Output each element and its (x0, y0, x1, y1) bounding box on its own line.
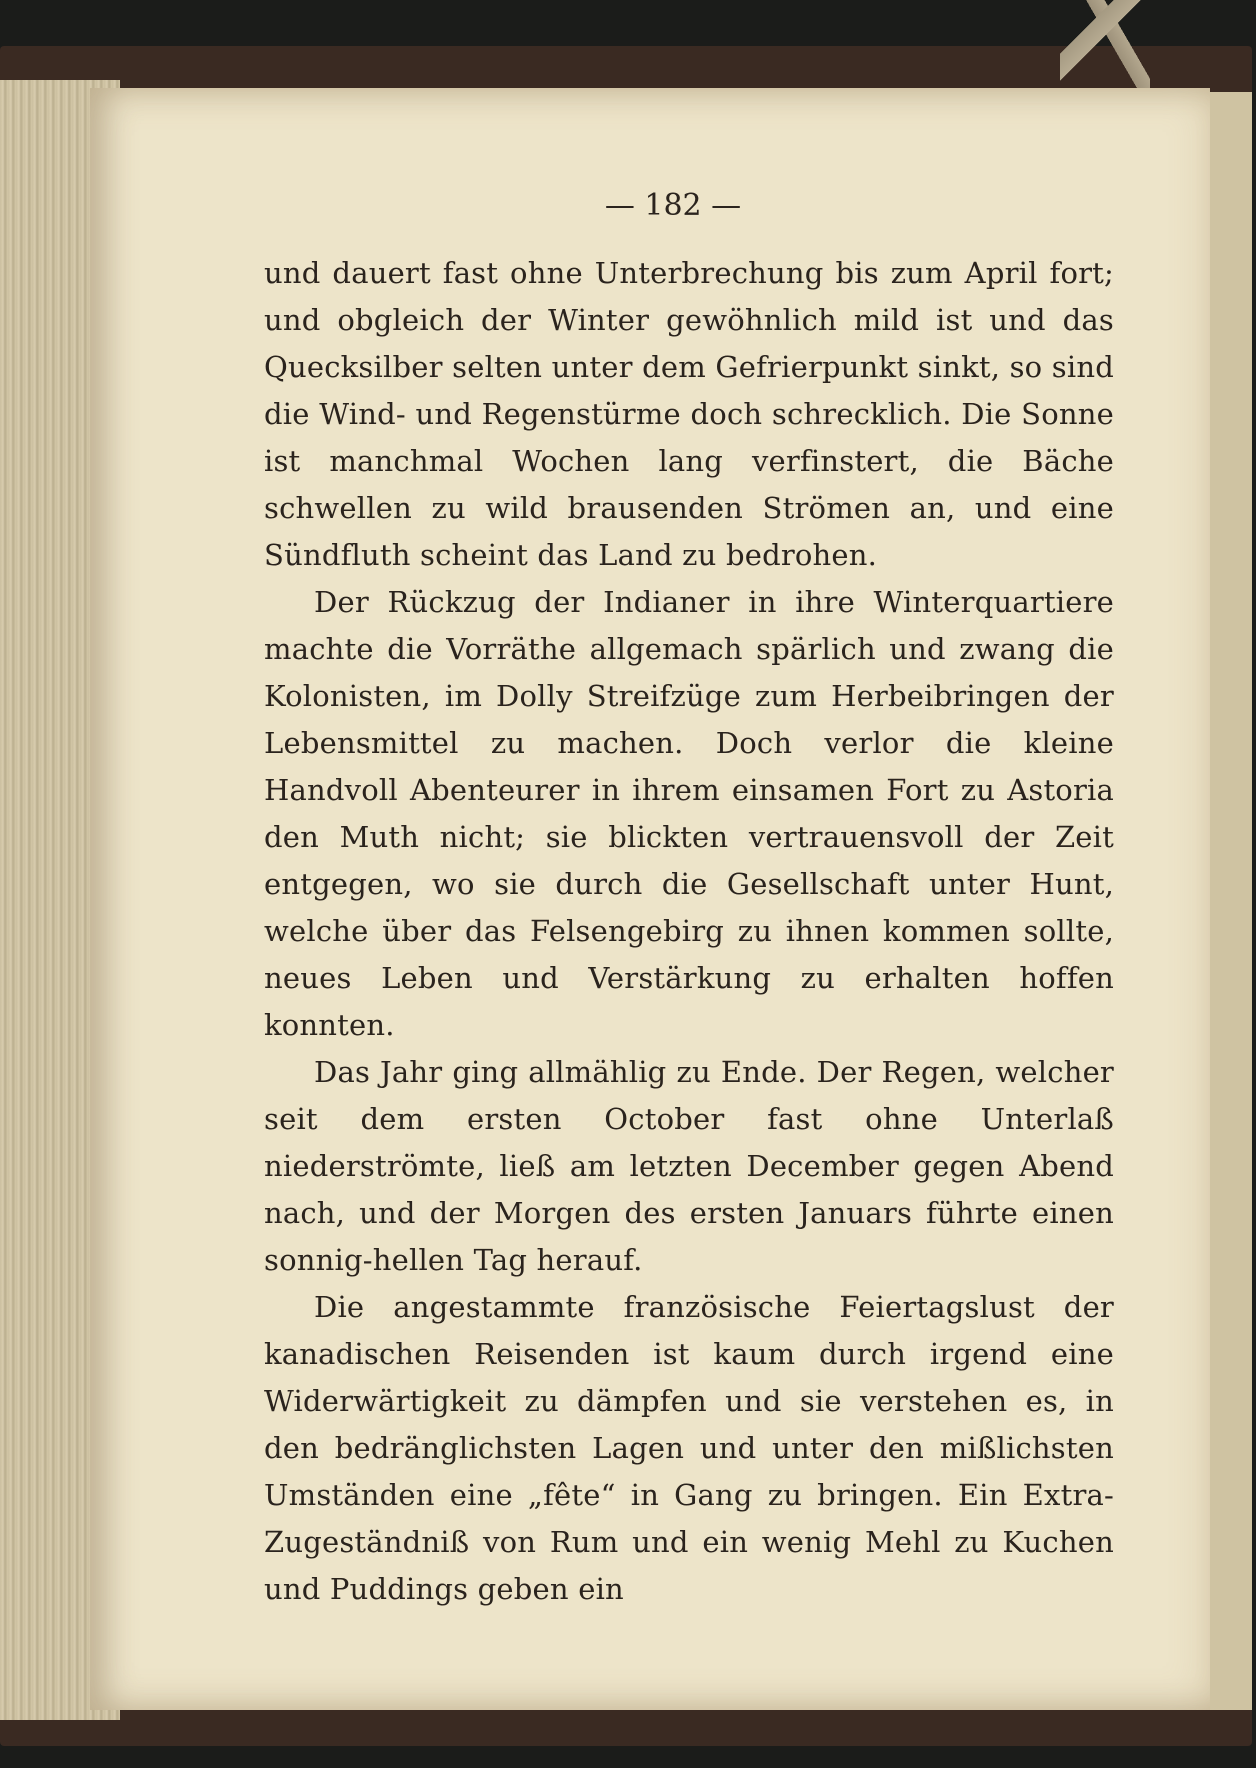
paragraph-2: Der Rückzug der Indianer in ihre Winterquartiere machte die Vorräthe allgemach spärlich und zwang die Kolonisten, im Dolly Streifzüge zum Herbeibringen der Lebensmittel zu machen. Doch verlor die kleine Handvoll Abenteurer in ihrem einsamen Fort zu Astoria den Muth nicht; sie blickten vertrauensvoll der Zeit entgegen, wo sie durch die Gesellschaft unter Hunt, welche über das Felsengebirg zu ihnen kommen sollte, neues Leben und Verstärkung zu erhalten hoffen konnten. (264, 585, 1114, 1042)
page-edges-right (1210, 92, 1252, 1710)
bookmark-ribbon (1060, 0, 1150, 90)
page-body (264, 250, 1114, 1613)
paragraph-4: Die angestammte französische Feiertagslust der kanadischen Reisenden ist kaum durch irgend eine Widerwärtigkeit zu dämpfen und sie verstehen es, in den bedränglichsten Lagen und unter den mißlichsten Umständen eine „fête“ in Gang zu bringen. Ein Extra-Zugeständniß von Rum und ein wenig Mehl zu Kuchen und Puddings geben ein (264, 1290, 1114, 1606)
paragraph-3: Das Jahr ging allmählig zu Ende. Der Regen, welcher seit dem ersten October fast ohne Unterlaß niederströmte, ließ am letzten December gegen Abend nach, und der Morgen des ersten Januars führte einen sonnig-hellen Tag herauf. (264, 1055, 1114, 1277)
page-number: — 182 — (604, 188, 742, 223)
paragraph-1: und dauert fast ohne Unterbrechung bis zum April fort; und obgleich der Winter gewöhnlich mild ist und das Quecksilber selten unter dem Gefrierpunkt sinkt, so sind die Wind- und Regenstürme doch schrecklich. Die Sonne ist manchmal Wochen lang verfinstert, die Bäche schwellen zu wild brausenden Strömen an, und eine Sündfluth scheint das Land zu bedrohen. (264, 256, 1114, 572)
